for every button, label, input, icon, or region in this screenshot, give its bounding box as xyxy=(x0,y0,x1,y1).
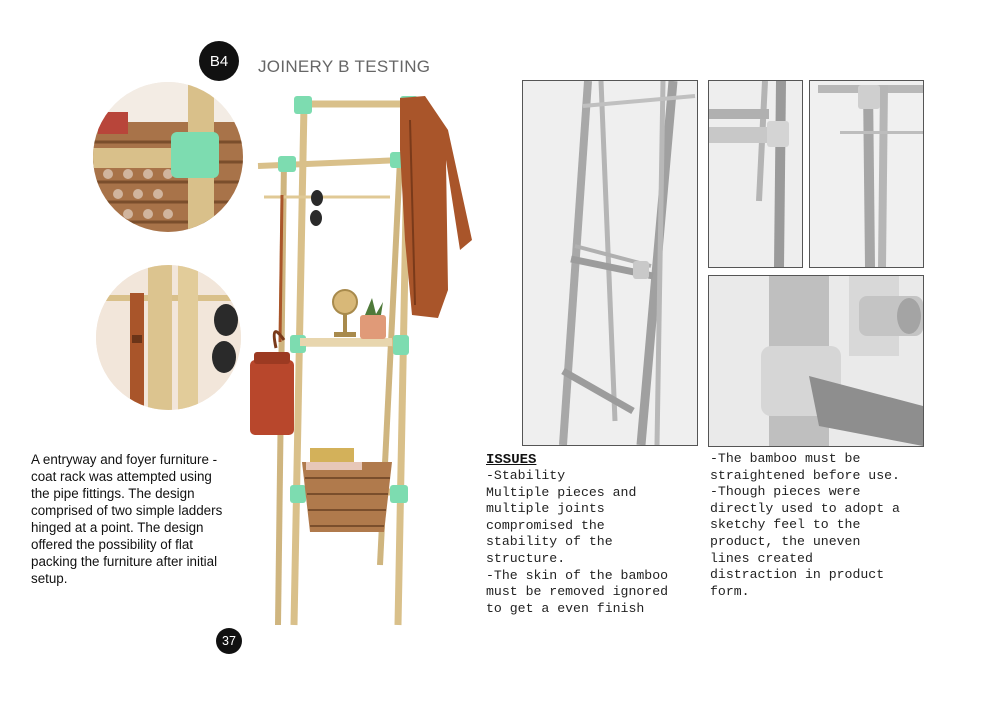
issues-line: must be removed ignored xyxy=(486,584,669,600)
description-line: hinged at a point. The design xyxy=(31,520,204,535)
description-line: comprised of two simple ladders xyxy=(31,503,223,518)
notes-line: form. xyxy=(710,583,750,599)
joint-detail-photo-2 xyxy=(809,80,924,268)
description-line: A entryway and foyer furniture - xyxy=(31,452,218,467)
notes-line: straightened before use. xyxy=(710,467,900,483)
issues-line: compromised the xyxy=(486,517,605,533)
page-number-badge xyxy=(216,628,242,654)
notes-line: -The bamboo must be xyxy=(710,451,861,466)
issues-line: -The skin of the bamboo xyxy=(486,567,669,583)
description-line: offered the possibility of flat xyxy=(31,537,194,552)
notes-line: product, the uneven xyxy=(710,533,861,549)
issues-section xyxy=(486,452,701,617)
basket-joint-detail-photo xyxy=(93,82,243,232)
description-line: the pipe fittings. The design xyxy=(31,486,195,501)
description-line: coat rack was attempted using xyxy=(31,469,212,484)
issues-line: Multiple pieces and xyxy=(486,484,637,500)
notes-line: directly used to adopt a xyxy=(710,500,900,516)
issues-line: stability of the xyxy=(486,534,613,550)
section-badge-label: B4 xyxy=(209,52,229,70)
coat-rack-main-photo xyxy=(250,90,480,630)
page-number: 37 xyxy=(222,634,236,648)
description-line: packing the furniture after initial xyxy=(31,554,218,569)
description-text xyxy=(31,451,261,587)
notes-line: -Though pieces were xyxy=(710,484,861,500)
strap-sunglasses-detail-photo xyxy=(96,265,241,410)
notes-line: distraction in product xyxy=(710,567,885,583)
issues-line: -Stability xyxy=(486,468,566,483)
issues-line: structure. xyxy=(486,550,566,566)
notes-line: sketchy feel to the xyxy=(710,517,861,533)
section-badge xyxy=(199,41,239,81)
issues-line: multiple joints xyxy=(486,501,605,517)
issues-line: to get a even finish xyxy=(486,600,645,616)
ladder-bw-photo xyxy=(522,80,698,446)
issues-heading: ISSUES xyxy=(486,452,537,468)
joint-detail-photo-1 xyxy=(708,80,803,268)
notes-section xyxy=(710,451,950,600)
tee-joint-closeup-photo xyxy=(708,275,924,447)
page-title: JOINERY B TESTING xyxy=(258,57,431,76)
notes-line: lines created xyxy=(710,550,813,566)
description-line: setup. xyxy=(31,571,68,586)
